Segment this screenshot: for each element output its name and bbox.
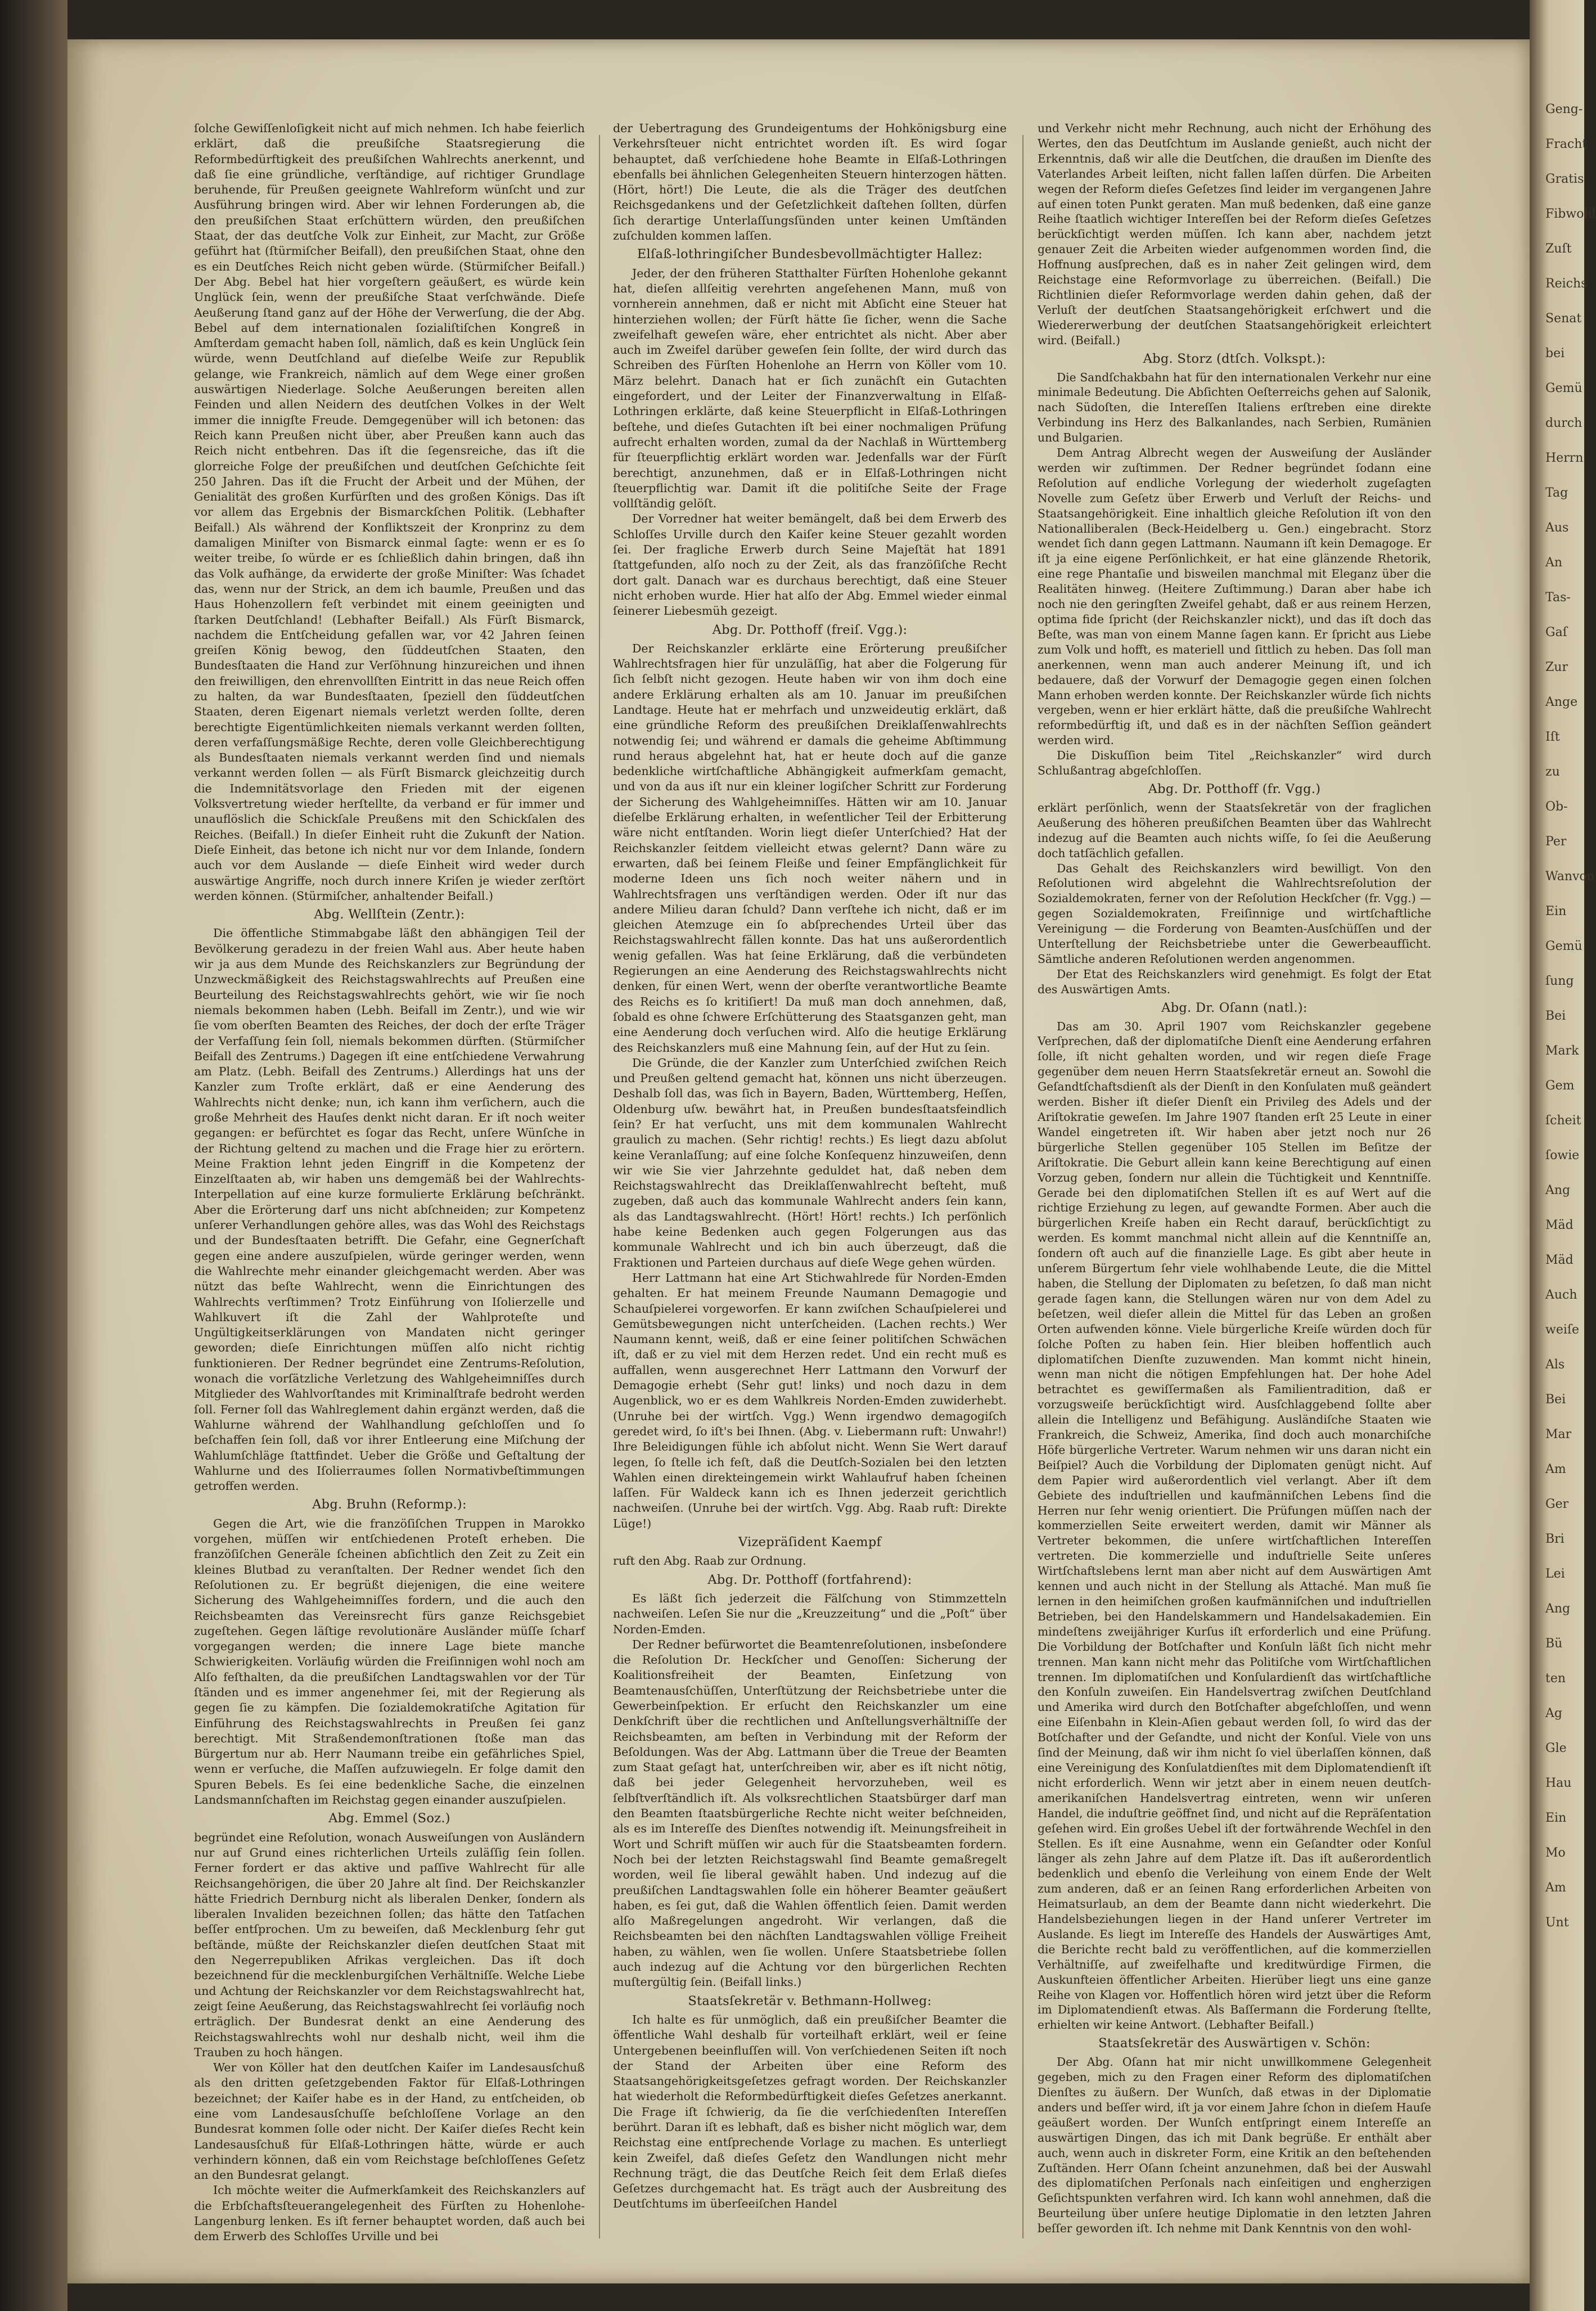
next-page-fragment: Lei xyxy=(1545,1567,1565,1581)
next-page-fragment: bei xyxy=(1545,346,1565,361)
next-page-fragment: ſowie xyxy=(1545,1148,1580,1163)
next-page-fragment: Ange xyxy=(1545,695,1578,709)
book-binding-shadow xyxy=(0,0,67,2311)
paragraph: Ich halte es für unmöglich, daß ein preußiſcher Beamter die öffentliche Wahl deshalb für vorteilhaft erklärt, weil er ſeine Untergebenen beeinfluſſen will. Von verſchiedenen Seiten iſt noch der Stand der Arbeiten über eine Reform des Staatsangehörigkeitsgeſetzes gefragt worden. Der Reichskanzler hat wiederholt die Reformbedürftigkeit dieſes Geſetzes anerkannt. Die Frage iſt ſchwierig, da ſie die verſchiedenſten Intereſſen berührt. Daran iſt es lebhaft, daß es bisher nicht möglich war, dem Reichstag eine entſprechende Vorlage zu machen. Es unterliegt kein Zweifel, daß dieſes Geſetz den Wandlungen nicht mehr Rechnung trägt, die das Deutſche Reich ſeit dem Erlaß dieſes Geſetzes durchgemacht hat. Es trägt auch der Ausbreitung des Deutſchtums im überſeeiſchen Handel xyxy=(613,2012,1007,2211)
column-rule xyxy=(599,135,600,2238)
paragraph: erklärt perſönlich, wenn der Staatsſekretär von der fraglichen Aeußerung des höheren preußiſchen Beamten über das Wahlrecht indezug auf die Beamten auch nichts wiſſe, ſo ſei die Aeußerung doch tatſächlich gefallen. xyxy=(1038,800,1431,860)
next-page-fragment: ſung xyxy=(1545,974,1574,988)
next-page-fragment: Ein xyxy=(1545,904,1567,918)
next-page-fragment: Per xyxy=(1545,835,1567,849)
paragraph: Der Redner befürwortet die Beamtenreſolutionen, insbeſondere die Reſolution Dr. Heckſcher und Genoſſen: Sicherung der Koalitionsfreiheit der Beamten, Einſetzung von Beamtenausſchüſſen, Unterſtützung der Reichsbetriebe unter die Gewerbeinſpektion. Er erſucht den Reichskanzler um eine Denkſchrift über die rechtlichen und Anſtellungsverhältniſſe der Reichsbeamten, am beſten in Verbindung mit der Reform der Beſoldungen. Was der Abg. Lattmann über die Treue der Beamten zum Staat geſagt hat, unterſchreiben wir, aber es iſt nicht nötig, daß bei jeder Gelegenheit hervorzuheben, weil es ſelbſtverſtändlich iſt. Als volksrechtlichen Staatsbürger darf man den Beamten ſtaatsbürgerliche Rechte nicht weiter beſchneiden, als es im Intereſſe des Dienſtes notwendig iſt. Meinungsfreiheit in Wort und Schrift müſſen wir auch für die Staatsbeamten fordern. Noch bei der letzten Reichstagswahl ſind Beamte gemaßregelt worden, weil ſie liberal gewählt haben. Und indezug auf die preußiſchen Landtagswahlen ſolle ein höherer Beamter geäußert haben, es ſei gut, daß die Wahlen öffentlich ſeien. Damit werden alſo Maßregelungen angedroht. Wir verlangen, daß die Reichsbeamten bei den nächſten Landtagswahlen völlige Freiheit haben, zu wählen, wen ſie wollen. Unſere Staatsbetriebe ſollen auch indezug auf die Achtung vor den bürgerlichen Rechten muſtergültig ſein. (Beifall links.) xyxy=(613,1637,1007,1989)
column-rule xyxy=(1022,135,1024,2238)
next-page-fragment: Aus xyxy=(1545,521,1569,535)
next-page-fragment: Fibwohl xyxy=(1545,207,1596,221)
paragraph: und Verkehr nicht mehr Rechnung, auch nicht der Erhöhung des Wertes, den das Deutſchtum im Auslande genießt, auch nicht der Erkenntnis, daß wir alle die Deutſchen, die draußen im Dienſte des Vaterlandes Arbeit leiſten, nicht fallen laſſen dürfen. Die Arbeiten wegen der Reform dieſes Geſetzes ſind leider im vergangenen Jahre auf einen toten Punkt geraten. Man muß bedenken, daß eine ganze Reihe ſtaatlich wichtiger Intereſſen bei der Reform dieſes Geſetzes berückſichtigt werden müſſen. Ich kann aber, nachdem jetzt genauer Zeit die Arbeiten wieder aufgenommen worden ſind, die Hoffnung ausſprechen, daß es in naher Zeit gelingen wird, dem Reichstage eine Reformvorlage zu überreichen. (Beifall.) Die Richtlinien dieſer Reformvorlage werden dahin gehen, daß der Verluſt der deutſchen Staatsangehörigkeit erſchwert und die Wiedererwerbung der deutſchen Staatsangehörigkeit erleichtert wird. (Beifall.) xyxy=(1038,121,1431,347)
next-page-fragment: Reichs xyxy=(1545,277,1588,291)
speaker-heading: Abg. Dr. Oſann (natl.): xyxy=(1161,1000,1308,1015)
paragraph: Dem Antrag Albrecht wegen der Ausweiſung der Ausländer werden wir zuſtimmen. Der Redner begründet ſodann eine Reſolution auf endliche Vorlegung der wiederholt zugeſagten Novelle zum Geſetz über Erwerb und Verluſt der Reichs- und Staatsangehörigkeit. Eine inhaltlich gleiche Reſolution iſt von den Nationalliberalen (Beck-Heidelberg u. Gen.) eingebracht. Storz wendet ſich dann gegen Lattmann. Naumann iſt kein Demagoge. Er iſt ja eine eigene Perſönlichkeit, er hat eine glänzende Rhetorik, eine rege Phantaſie und bisweilen manchmal mit Eleganz über die Realitäten hinweg. (Heitere Zuſtimmung.) Daran aber habe ich noch nie den geringſten Zweifel gehabt, daß er aus reinem Herzen, optima fide ſpricht (der Reichskanzler nickt), und das iſt doch das Beſte, was man von einem Manne ſagen kann. Er ſpricht aus Liebe zum Volk und hofft, es materiell und ſittlich zu heben. Das ſoll man anerkennen, wenn man auch anderer Meinung iſt, und ich bedauere, daß der Vorwurf der Demagogie gegen einen ſolchen Mann erhoben werden konnte. Der Reichskanzler würde ſich nichts vergeben, wenn er hier erklärt hätte, daß die preußiſche Wahlrecht reformbedürftig iſt, und daß es in der nächſten Seſſion geändert werden wird. xyxy=(1038,446,1431,747)
speaker-heading: Abg. Dr. Potthoff (fr. Vgg.) xyxy=(1148,781,1321,796)
paragraph: Herr Lattmann hat eine Art Stichwahlrede für Norden-Emden gehalten. Er hat meinem Freunde Naumann Demagogie und Schauſpielerei vorgeworfen. Er kann zwiſchen Schauſpielerei und Gemütsbewegungen nicht unterſcheiden. (Lachen rechts.) Wer Naumann kennt, weiß, daß er eine ſeiner politiſchen Schwächen iſt, daß er zu viel mit dem Herzen redet. Und ein recht muß es auffallen, wenn ausgerechnet Herr Lattmann den Vorwurf der Demagogie erhebt (Sehr gut! links) und noch dazu in dem Augenblick, wo er es dem Wahlkreis Norden-Emden zuwiderhebt. (Unruhe bei der wirtſch. Vgg.) Wenn irgendwo demagogiſch geredet wird, ſo iſt's bei Ihnen. (Abg. v. Liebermann ruft: Unwahr!) Ihre Beleidigungen fühle ich abſolut nicht. Wenn Sie Wert darauf legen, ſo ſtelle ich feſt, daß die Deutſch-Sozialen bei den letzten Wahlen einen direkteingemein wirkt Wahlaufruf haben ſcheinen laſſen. Für Waldeck kann ich es Ihnen jederzeit gerichtlich nachweiſen. (Unruhe bei der wirtſch. Vgg. Abg. Raab ruft: Direkte Lüge!) xyxy=(613,1271,1007,1530)
next-page-fragment: Wanvon xyxy=(1545,870,1595,884)
next-page-fragment: Gemü xyxy=(1545,381,1583,395)
speaker-heading: Elſaß-lothringiſcher Bundesbevollmächtigter Hallez: xyxy=(637,247,983,262)
adjacent-page-edge xyxy=(1530,0,1596,2311)
next-page-fragment: Hau xyxy=(1545,1776,1572,1790)
paragraph: Das am 30. April 1907 vom Reichskanzler gegebene Verſprechen, daß der diplomatiſche Dienſt eine Aenderung erfahren ſolle, iſt nicht gehalten worden, und wir regen dieſe Frage gegenüber dem neuen Herrn Staatsſekretär erneut an. Sowohl die Geſandtſchaftsdienſt als der Dienſt in den Konſulaten muß geändert werden. Bisher iſt dieſer Dienſt ein Privileg des Adels und der Ariſtokratie geweſen. Im Jahre 1907 ſtanden erſt 25 Leute in einer Wandel eingetreten iſt. Wir haben aber jetzt noch nur 26 bürgerliche Stellen gegenüber 105 Stellen im Beſitze der Ariſtokratie. Die Geburt allein kann keine Berechtigung auf einen Vorzug geben, ſondern nur allein die Tüchtigkeit und Kenntniſſe. Gerade bei den diplomatiſchen Stellen iſt es auf Wert auf die richtige Erziehung zu legen, auf gewandte Formen. Aber auch die bürgerlichen Kreiſe haben ein Recht darauf, berückſichtigt zu werden. Es kommt manchmal nicht allein auf die Kenntniſſe an, ſondern oft auch auf die finanzielle Lage. Es gibt aber heute in unſerem Bürgertum ſehr viele wohlhabende Leute, die die Mittel haben, die Stellung der Diplomaten zu beſetzen, ſo daß man nicht gerade ſagen kann, die Stellungen wären nur von dem Adel zu beſetzen, weil dieſer allein die Mittel für das Leben an großen Orten aufwenden könne. Viele bürgerliche Kreiſe würden doch für ſolche Poſten zu haben ſein. Hier bleiben hoffentlich auch diplomatiſchen Dienſte zuzuwenden. Man kommt nicht hinein, wenn man nicht die nötigen Empfehlungen hat. Der hohe Adel betrachtet es gewiſſermaßen als Familientradition, daß er vorzugsweiſe berückſichtigt wird. Ausſchlaggebend ſollte aber allein die Intelligenz und Befähigung. Ausländiſche Staaten wie Frankreich, die Schweiz, Amerika, ſind doch auch monarchiſche Höfe bürgerliche Vertreter. Warum nehmen wir uns daran nicht ein Beiſpiel? Auch die Vorbildung der Diplomaten genügt nicht. Auf dem Papier wird außerordentlich viel verlangt. Aber iſt dem Gebiete des induſtriellen und kaufmänniſchen Lebens ſind die Herren nur ſehr wenig orientiert. Die Prüfungen müſſen nach der kommerziellen Seite erweitert werden, damit wir Männer als Vertreter bekommen, die unſere wirtſchaftlichen Intereſſen vertreten. Die kommerzielle und induſtrielle Seite unſeres Wirtſchaftslebens lernt man aber nicht auf dem Auswärtigen Amt kennen und auch nicht in der Stellung als Attaché. Man muß ſie lernen in den heimiſchen großen kaufmänniſchen und induſtriellen Betrieben, bei den Handelskammern und Handelsakademien. Ein mindeſtens zweijähriger Kurſus iſt erforderlich und eine Prüfung. Die Vorbildung der Botſchafter und Konſuln läßt ſich nicht mehr trennen. Man kann nicht mehr das Politiſche vom Wirtſchaftlichen trennen. Im diplomatiſchen und Konſulardienſt das wirtſchaftliche den Konſuln zuweiſen. Ein Handelsvertrag zwiſchen Deutſchland und Amerika wird durch den Botſchafter abgeſchloſſen, und wenn eine Eiſenbahn in Klein-Aſien gebaut werden ſoll, ſo wird das der Botſchafter und der Geſandte, und nicht der Konſul. Viele von uns ſind der Meinung, daß wir ihm nicht ſo viel überlaſſen können, daß eine Vereinigung des Konſulatdienſtes mit dem Diplomatendienſt iſt nicht erforderlich. Wenn wir jetzt aber in einem neuen deutſch-amerikaniſchen Handelsvertrag eintreten, wenn wir unſeren Handel, die induſtrie geöffnet ſind, und nicht auf die Repräſentation geſehen wird. Ein großes Uebel iſt der fortwährende Wechſel in den Stellen. Es iſt eine Ausnahme, wenn ein Geſandter oder Konſul länger als zehn Jahre auf dem Platze iſt. Das iſt außerordentlich bedenklich und ebenſo die Verleihung von einem Ende der Welt zum anderen, daß er an ſeinen Rang erforderlichen Arbeiten von Heimatsurlaub, an dem der Beamte dann nicht wiederkehrt. Die Handelsbeziehungen liegen in der Hand unſerer Vertreter im Auslande. Es liegt im Intereſſe des Handels der Auswärtiges Amt, die Berichte recht bald zu veröffentlichen, auf die kommerziellen Verhältniſſe, auf zweifelhafte und kreditwürdige Firmen, die Auskunfteien öffentlicher Arbeiten. Hierüber liegt uns eine ganze Reihe von Klagen vor. Hoffentlich hören wird jetzt über die Reform im Diplomatendienſt etwas. Als Baſſermann die Forderung ſtellte, erhielten wir keine Antwort. (Lebhafter Beifall.) xyxy=(1038,1019,1431,2032)
paragraph: Die Gründe, die der Kanzler zum Unterſchied zwiſchen Reich und Preußen geltend gemacht hat, können uns nicht überzeugen. Deshalb ſoll das, was ſich in Bayern, Baden, Württemberg, Heſſen, Oldenburg uſw. bewährt hat, in Preußen bundesſtaatsfeindlich ſein? Er hat verſucht, uns mit dem kommunalen Wahlrecht graulich zu machen. (Sehr richtig! rechts.) Es liegt dazu abſolut keine Veranlaſſung; auf eine ſolche Konſequenz hinzuweiſen, denn wir wie Sie vier Jahrzehnte geduldet hat, daß neben dem Reichstagswahlrecht das Dreiklaſſenwahlrecht beſteht, muß zugeben, daß auch das kommunale Wahlrecht anders ſein kann, als das Landtagswahlrecht. (Hört! Hört! rechts.) Ich perſönlich habe keine Bedenken auch gegen Folgerungen aus das kommunale Wahlrecht und ich bin auch überzeugt, daß die Fraktionen und Parteien durchaus auf dieſe Wege gehen würden. xyxy=(613,1056,1007,1269)
next-page-fragment: ten xyxy=(1545,1672,1566,1686)
next-page-fragment: Am xyxy=(1545,1881,1566,1895)
next-page-fragment: Am xyxy=(1545,1462,1566,1476)
paragraph: Jeder, der den früheren Statthalter Fürſten Hohenlohe gekannt hat, dieſen allſeitig verehrten angeſehenen Mann, muß von vornherein annehmen, daß er nicht mit Abſicht eine Steuer hat hinterziehen wollen; der Fürſt hätte ſie ſicher, wenn die Sache zweifelhaft geweſen wäre, eher entrichtet als nicht. Aber aber auch im Zweifel darüber geweſen ſein ſollte, der wird durch das Schreiben des Fürſten Hohenlohe an Herrn von Köller vom 10. März belehrt. Danach hat er ſich zunächſt ein Gutachten eingefordert, und der Leiter der Finanzverwaltung in Elſaß-Lothringen erklärte, daß keine Steuerpflicht in Elſaß-Lothringen beſtehe, und dieſes Gutachten iſt bei einer nochmaligen Prüfung aufrecht erhalten worden, zumal da der Nachlaß in Württemberg für ſteuerpflichtig erklärt worden war. Jedenfalls war der Fürſt berechtigt, anzunehmen, daß er in Elſaß-Lothringen nicht ſteuerpflichtig war. Damit iſt die politiſche Seite der Frage vollſtändig gelöſt. xyxy=(613,266,1007,511)
paragraph: ſolche Gewiſſenloſigkeit nicht auf mich nehmen. Ich habe feierlich erklärt, daß die preußiſche Staatsregierung die Reformbedürftigkeit des preußiſchen Wahlrechts anerkennt, und daß ſie eine gründliche, verſtändige, auf richtiger Grundlage beruhende, für Preußen geeignete Wahlreform wünſcht und zur Ausführung bringen wird. Aber wir lehnen Forderungen ab, die den preußiſchen Staat erſchüttern würden, den preußiſchen Staat, der das deutſche Volk zur Einheit, zur Macht, zur Größe geführt hat (ſtürmiſcher Beifall), den preußiſchen Staat, ohne den es ein Deutſches Reich nicht geben würde. (Stürmiſcher Beifall.) Der Abg. Bebel hat hier vorgeſtern geäußert, es würde kein Unglück ſein, wenn der preußiſche Staat verſchwände. Dieſe Aeußerung ſtand ganz auf der Höhe der Verwerſung, die der Abg. Bebel auf dem internationalen ſozialiſtiſchen Kongreß in Amſterdam gemacht haben ſoll, nämlich, daß es kein Unglück ſein würde, wenn Deutſchland auf dieſelbe Weiſe zur Republik gelange, wie Frankreich, nämlich auf dem Wege einer großen auswärtigen Niederlage. Solche Aeußerungen bereiten allen Feinden und allen Neidern des deutſchen Volkes in der Welt immer die innigſte Freude. Demgegenüber will ich betonen: das Reich kann Preußen nicht über, aber Preußen kann auch das Reich nicht entbehren. Das iſt die ſegensreiche, das iſt die glorreiche Folge der preußiſchen und deutſchen Geſchichte ſeit 250 Jahren. Das iſt die Frucht der Arbeit und der Mühen, der Genialität des großen Kurfürſten und des großen Königs. Das iſt vor allem das Ergebnis der Bismarckſchen Politik. (Lebhafter Beifall.) Als während der Konfliktszeit der Kronprinz zu dem damaligen Miniſter von Bismarck einmal ſagte: wenn er es ſo weiter treibe, ſo würde er es ſchließlich dahin bringen, daß ihn das Volk aufhänge, da erwiderte der große Miniſter: Was ſchadet das, wenn nur der Strick, an dem ich baumle, Preußen und das Haus Hohenzollern feſt verbindet mit einem geeinigten und ſtarken Deutſchland! (Lebhafter Beifall.) Als Fürſt Bismarck, nachdem die Entſcheidung gefallen war, vor 42 Jahren ſeinen greiſen König bewog, den ſüddeutſchen Staaten, den Bundesſtaaten die Hand zur Verſöhnung hinzureichen und ihnen den freiwilligen, den ehrenvollſten Eintritt in das neue Reich offen zu halten, da war Bundesſtaaten, ſpeziell den ſüddeutſchen Staaten, deren Eigenart niemals verletzt werden ſollte, deren berechtigte Eigentümlichkeiten niemals verkannt werden ſollten, deren verfaſſungsmäßige Rechte, deren volle Gleichberechtigung als Bundesſtaaten niemals verkannt werden ſind und niemals verkannt werden ſollen — als Fürſt Bismarck gleichzeitig durch die Indemnitätsvorlage den Frieden mit der eigenen Volksvertretung wieder herſtellte, da verband er für immer und unauflöslich die Schickſale Preußens mit den Schickſalen des Reiches. (Beifall.) In dieſer Einheit ruht die Zukunft der Nation. Dieſe Einheit, das betone ich nicht nur vor dem Inlande, ſondern auch vor dem Auslande — dieſe Einheit wird weder durch auswärtige Angriffe, noch durch innere Kriſen je wieder zerſtört werden können. (Stürmiſcher, anhaltender Beifall.) xyxy=(194,121,585,903)
next-page-fragment: Bri xyxy=(1545,1532,1565,1546)
next-page-fragment: Herrn xyxy=(1545,451,1584,465)
next-page-fragment: Ang xyxy=(1545,1183,1571,1197)
next-page-fragment: Zuſt xyxy=(1545,242,1572,256)
speaker-heading: Abg. Bruhn (Reformp.): xyxy=(312,1497,467,1512)
next-page-fragment: Iſt xyxy=(1545,730,1560,744)
next-page-fragment: Gaſ xyxy=(1545,625,1567,639)
next-page-fragment: Zur xyxy=(1545,660,1568,674)
paragraph: ruft den Abg. Raab zur Ordnung. xyxy=(613,1554,806,1568)
paragraph: Der Etat des Reichskanzlers wird genehmigt. Es folgt der Etat des Auswärtigen Amts. xyxy=(1038,967,1431,996)
column-left xyxy=(194,121,585,2245)
paragraph: Das Gehalt des Reichskanzlers wird bewilligt. Von den Reſolutionen wird abgelehnt die Wahlrechtsreſolution der Sozialdemokraten, ferner von der Reſolution Heckſcher (fr. Vgg.) — gegen Sozialdemokraten, Freiſinnige und wirtſchaftliche Vereinigung — die Forderung von Beamten-Ausſchüſſen und der Unterſtellung der Reichsbetriebe unter die Gewerbeaufſicht. Sämtliche anderen Reſolutionen werden angenommen. xyxy=(1038,861,1431,966)
next-page-fragment: Ag xyxy=(1545,1706,1562,1720)
paragraph: Der Abg. Oſann hat mir nicht unwillkommene Gelegenheit gegeben, mich zu den Fragen einer Reform des diplomatiſchen Dienſtes zu äußern. Der Wunſch, daß etwas in der Diplomatie anders und beſſer wird, iſt ja vor einem Jahre ſchon in dieſem Hauſe geäußert worden. Der Wunſch entſpringt einem Intereſſe an auswärtigen Dingen, das ich mit Dank begrüße. Er enthält aber auch, wenn auch in diskreter Form, eine Kritik an den beſtehenden Zuſtänden. Herr Oſann ſcheint anzunehmen, daß bei der Auswahl des diplomatiſchen Perſonals nach einſeitigen und engherzigen Geſichtspunkten verfahren wird. Ich kann wohl annehmen, daß die Beurteilung über unſere heutige Diplomatie in den letzten Jahren beſſer geworden iſt. Ich nehme mit Dank Kenntnis von den wohl- xyxy=(1038,2055,1431,2236)
next-page-fragment: Gle xyxy=(1545,1741,1567,1755)
next-page-fragment: Mäd xyxy=(1545,1253,1574,1267)
paragraph: Die Diskuſſion beim Titel „Reichskanzler“ wird durch Schlußantrag abgeſchloſſen. xyxy=(1038,749,1431,778)
next-page-fragment: Unt xyxy=(1545,1916,1569,1930)
next-page-fragment: Senat xyxy=(1545,312,1582,326)
next-page-fragment: Ang xyxy=(1545,1602,1571,1616)
paragraph: Die öffentliche Stimmabgabe läßt den abhängigen Teil der Bevölkerung geradezu in der freien Wahl aus. Aber heute haben wir ja aus dem Munde des Reichskanzlers zur Begründung der Unzweckmäßigkeit des Reichstagswahlrechts auf Preußen eine Beurteilung des Reichstagswahlrechts gehört, wie wir ſie noch niemals bekommen haben (Lebh. Beifall im Zentr.), und wie wir ſie vom oberſten Beamten des Reiches, der doch der erſte Träger der Verfaſſung ſein ſoll, niemals bekommen dürften. (Stürmiſcher Beifall des Zentrums.) Dagegen iſt eine entſchiedene Verwahrung am Platz. (Lebh. Beifall des Zentrums.) Allerdings hat uns der Kanzler zum Troſte erklärt, daß er eine Aenderung des Wahlrechts nicht denke; nun, ich kann ihm verſichern, auch die große Mehrheit des Hauſes denkt nicht daran. Er iſt noch weiter gegangen: er befürchtet es ſogar das Recht, unſere Wünſche in der Richtung geltend zu machen und die Frage hier zu erörtern. Meine Fraktion lehnt jeden Eingriff in die Kompetenz der Einzelſtaaten ab, wir haben uns demgemäß bei der Wahlrechts-Interpellation auf eine kurze formulierte Erklärung beſchränkt. Aber die Erörterung darf uns nicht abſchneiden; zur Kompetenz unſerer Verhandlungen gehöre alles, was das Wohl des Reichstags und der Bundesſtaaten betrifft. Die Gefahr, eine Gegnerſchaft gegen eine andere auszuſpielen, würde geringer werden, wenn die Wahlrechte mehr einander gleichgemacht werden. Aber was nützt das beſte Wahlrecht, wenn die Einrichtungen des Wahlrechts verſtimmen? Trotz Einführung von Iſolierzelle und Wahlkuvert iſt die Zahl der Wahlproteſte und Ungültigkeitserklärungen von Mandaten nicht geringer geworden; dieſe Einrichtungen müſſen alſo nicht richtig funktionieren. Der Redner begründet eine Zentrums-Reſolution, wonach die vorſätzliche Verletzung des Wahlgeheimniſſes durch Mitglieder des Wahlvorſtandes mit Kriminalſtrafe bedroht werden ſoll. Ferner ſoll das Wahlreglement dahin ergänzt werden, daß die Wahlurne während der Wahlhandlung geſchloſſen und ſo beſchaffen ſein ſoll, daß vor ihrer Entleerung eine Miſchung der Wahlumſchläge ſtattfindet. Ueber die Größe und Geſtaltung der Wahlurne und des Iſolierraumes ſollen Normativbeſtimmungen getroffen werden. xyxy=(194,926,585,1493)
next-page-fragment: Gemü xyxy=(1545,939,1583,953)
next-page-fragment: Tag xyxy=(1545,486,1568,500)
column-middle xyxy=(613,121,1007,2212)
paragraph: Gegen die Art, wie die franzöſiſchen Truppen in Marokko vorgehen, müſſen wir entſchiedenen Proteſt erheben. Die franzöſiſchen Generäle ſcheinen abſichtlich den Zeit zu Zeit ein kleines Blutbad zu veranſtalten. Der Redner wendet ſich den Reſolutionen zu. Er begrüßt diejenigen, die eine weitere Sicherung des Wahlgeheimniſſes fordern, und die auch den Reichsbeamten das Vereinsrecht fürs ganze Reichsgebiet zugeſtehen. Gegen läſtige revolutionäre Ausländer müſſe ſcharf vorgegangen werden; die innere Lage biete manche Schwierigkeiten. Vorläufig würden die Freiſinnigen wohl noch am Alſo feſthalten, da die preußiſchen Landtagswahlen vor der Tür ſtänden und es immer angenehmer ſei, mit der Regierung als gegen ſie zu kämpfen. Die ſozialdemokratiſche Agitation für Einführung des Reichstagswahlrechts in Preußen ſei ganz berechtigt. Mit Straßendemonſtrationen ſtoße man das Bürgertum nur ab. Herr Naumann treibe ein gefährliches Spiel, wenn er verſuche, die Maſſen aufzuwiegeln. Er folge damit den Spuren Bebels. Es ſei eine bedenkliche Sache, die einzelnen Landsmannſchaften im Reichstag gegen einander auszuſpielen. xyxy=(194,1516,585,1807)
speaker-heading: Staatsſekretär v. Bethmann-Hollweg: xyxy=(688,1993,932,2008)
next-page-fragment: Ob- xyxy=(1545,800,1568,814)
speaker-heading: Abg. Storz (dtſch. Volkspt.): xyxy=(1143,351,1326,366)
next-page-fragment: Geng- xyxy=(1545,102,1583,116)
next-page-fragment: Mo xyxy=(1545,1846,1566,1860)
next-page-fragment: Als xyxy=(1545,1358,1565,1372)
speaker-heading: Abg. Dr. Potthoff (freiſ. Vgg.): xyxy=(712,622,908,637)
next-page-fragment: Gratis xyxy=(1545,172,1584,186)
paragraph: Ich möchte weiter die Aufmerkſamkeit des Reichskanzlers auf die Erbſchaftsſteuerangelegenheit des Fürſten zu Hohenlohe-Langenburg lenken. Es iſt ferner behauptet worden, daß auch bei dem Erwerb des Schloſſes Urville und bei xyxy=(194,2183,585,2244)
next-page-fragment: weiſe xyxy=(1545,1323,1580,1337)
paragraph: Es läßt ſich jederzeit die Fälſchung von Stimmzetteln nachweiſen. Leſen Sie nur die „Kreuzzeitung“ und die „Poſt“ über Norden-Emden. xyxy=(613,1591,1007,1636)
speaker-heading: Abg. Wellſtein (Zentr.): xyxy=(314,907,465,922)
next-page-fragment: Mäd xyxy=(1545,1218,1574,1232)
speaker-heading: Abg. Emmel (Soz.) xyxy=(328,1811,450,1826)
next-page-fragment: ſcheit xyxy=(1545,1114,1581,1128)
paragraph: Die Sandſchakbahn hat für den internationalen Verkehr nur eine minimale Bedeutung. Die Abſichten Oeſterreichs gehen auf Salonik, nach Südoſten, die Intereſſen Italiens erſtreben eine direkte Verbindung ins Herz des Balkanlandes, nach Serbien, Rumänien und Bulgarien. xyxy=(1038,370,1431,445)
next-page-fragment: Bü xyxy=(1545,1637,1563,1651)
next-page-fragment: Tas- xyxy=(1545,591,1571,605)
paragraph: begründet eine Reſolution, wonach Ausweiſungen von Ausländern nur auf Grund eines richterlichen Urteils zuläſſig ſein ſollen. Ferner fordert er das aktive und paſſive Wahlrecht für alle Reichsangehörigen, die über 20 Jahre alt ſind. Der Reichskanzler hätte Friedrich Dernburg nicht als liberalen Denker, ſondern als liberalen Invaliden bezeichnen ſollen; das hätte den Tatſachen beſſer entſprochen. Um zu beweiſen, daß Mecklenburg ſehr gut beſtände, müßte der Reichskanzler dieſen deutſchen Staat mit den Negerrepubliken Afrikas vergleichen. Das iſt doch bezeichnend für die mecklenburgiſchen Verhältniſſe. Welche Liebe und Achtung der Reichskanzler vor dem Reichstagswahlrecht hat, zeigt ſeine Aeußerung, das Reichstagswahlrecht ſei vorläufig noch erträglich. Der Bundesrat denkt an eine Aenderung des Reichstagswahlrechts wohl nur deshalb nicht, weil ihm die Trauben zu hoch hängen. xyxy=(194,1830,585,2059)
next-page-fragment: Bei xyxy=(1545,1009,1566,1023)
next-page-fragment: zu xyxy=(1545,765,1560,779)
speaker-heading: Abg. Dr. Potthoff (fortfahrend): xyxy=(707,1572,912,1587)
speaker-heading: Vizepräſident Kaempf xyxy=(738,1535,882,1550)
next-page-fragment: Fracht xyxy=(1545,137,1588,151)
paragraph: Der Vorredner hat weiter bemängelt, daß bei dem Erwerb des Schloſſes Urville durch den Kaiſer keine Steuer gezahlt worden ſei. Der fragliche Erwerb durch Seine Majeſtät hat 1891 ſtattgefunden, alſo noch zu der Zeit, als das franzöſiſche Recht dort galt. Danach war es durchaus berechtigt, daß eine Steuer nicht erhoben wurde. Hier hat alſo der Abg. Emmel wieder einmal ſeinerer Liebesmüh gezeigt. xyxy=(613,512,1007,618)
next-page-fragment: Ger xyxy=(1545,1497,1569,1511)
next-page-fragment: Mark xyxy=(1545,1044,1579,1058)
next-page-fragment: Mar xyxy=(1545,1427,1572,1441)
paragraph: Wer von Köller hat den deutſchen Kaiſer im Landesausſchuß als den dritten geſetzgebenden Faktor für Elſaß-Lothringen bezeichnet; der Kaiſer habe es in der Hand, zu entſcheiden, ob eine vom Landesausſchuſſe beſchloſſene Vorlage an den Bundesrat kommen ſolle oder nicht. Der Kaiſer dieſes Recht kein Landesausſchuß für Elſaß-Lothringen hätte, würde er auch verhindern können, daß ein vom Reichstage beſchloſſenes Geſetz an den Bundesrat gelangt. xyxy=(194,2061,585,2182)
column-right xyxy=(1038,121,1431,2236)
speaker-heading: Staatsſekretär des Auswärtigen v. Schön: xyxy=(1098,2036,1370,2051)
paragraph: Der Reichskanzler erklärte eine Erörterung preußiſcher Wahlrechtsfragen hier für unzuläſſig, hat aber die Folgerung für ſich ſelbſt nicht gezogen. Heute haben wir von ihm doch eine andere Erklärung erhalten als am 10. Januar im preußiſchen Landtage. Heute hat er mehrfach und unzweideutig erklärt, daß eine gründliche Reform des preußiſchen Dreiklaſſenwahlrechts notwendig ſei; und während er damals die geheime Abſtimmung rund heraus abgelehnt hat, hat er heute doch auf die ganze bedenkliche wirtſchaftliche Abhängigkeit aufmerkſam gemacht, und von da aus iſt nur ein kleiner logiſcher Schritt zur Forderung der Sicherung des Wahlgeheimniſſes. Hätten wir am 10. Januar dieſelbe Erklärung erhalten, in weſentlicher Teil der Erbitterung wäre nicht entſtanden. Worin liegt dieſer Unterſchied? Hat der Reichskanzler ſeitdem vielleicht etwas gelernt? Dann wäre zu erwarten, daß bei ſeinem Fleiße und ſeiner Empfänglichkeit für moderne Ideen uns ſich noch weiter nähern und in Wahlrechtsfragen uns verſtändigen werden. Oder iſt nur das andere Milieu daran ſchuld? Dann verſtehe ich nicht, daß er im gleichen Atemzuge ein ſo abſprechendes Urteil über das Reichstagswahlrecht fällen konnte. Das hat uns außerordentlich wenig gefallen. Was hat ſeine Erklärung, daß die verbündeten Regierungen an eine Aenderung des Reichstagswahlrechts nicht denken, für einen Wert, wenn der oberſte verantwortliche Beamte des Reichs es ſo kritiſiert! Da muß man doch annehmen, daß, ſobald es ohne ſchwere Erſchütterung des Staatsganzen geht, man eine Aenderung doch verſuchen wird. Alſo die heutige Erklärung des Reichskanzlers muß eine Mahnung ſein, auf der Hut zu ſein. xyxy=(613,641,1007,1055)
next-page-fragment: durch xyxy=(1545,416,1583,430)
next-page-fragment: Ein xyxy=(1545,1811,1567,1825)
next-page-fragment: An xyxy=(1545,556,1563,570)
paragraph: der Uebertragung des Grundeigentums der Hohkönigsburg eine Verkehrsſteuer nicht entrichtet worden iſt. Es wird ſogar behauptet, daß verſchiedene hohe Beamte in Elſaß-Lothringen ebenfalls bei ähnlichen Gelegenheiten Steuern hinterzogen hätten. (Hört, hört!) Die Leute, die als die Träger des deutſchen Reichsgedankens und der Geſetzlichkeit daſtehen ſollten, dürfen ſich derartige Unterlaſſungsſünden unter keinen Umſtänden zuſchulden kommen laſſen. xyxy=(613,121,1007,243)
next-page-fragment: Bei xyxy=(1545,1393,1566,1407)
next-page-fragment: Gem xyxy=(1545,1079,1575,1093)
next-page-fragment: Auch xyxy=(1545,1288,1577,1302)
